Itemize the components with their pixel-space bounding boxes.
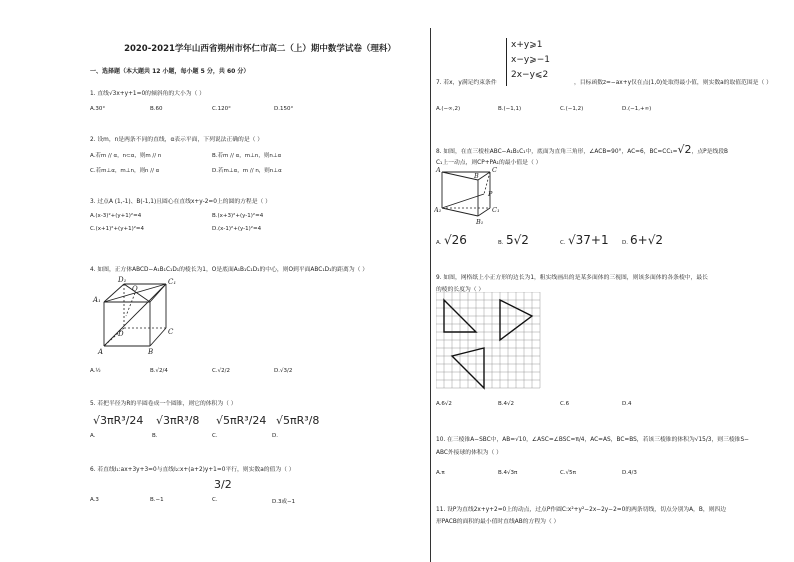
prism-label-b: B xyxy=(474,172,479,180)
cube-label-b: B xyxy=(148,348,154,356)
q7-option-b: B.(−1,1) xyxy=(498,106,522,112)
q5-option-d-expr: √5πR³/8 xyxy=(276,414,320,427)
q4-stem: 4. 如图，正方体ABCD−A₁B₁C₁D₁的棱长为1，O是底面A₁B₁C₁D₁的中心，则O到平面ABC₁D₁的距离为（ ） xyxy=(90,267,369,273)
cube-figure xyxy=(88,272,188,358)
q10-stem-line1: 10. 在三棱锥A−SBC中，AB=√10，∠ASC=∠BSC=π/4，AC=AS，BC=BS，若该三棱锥的体积为√15/3，则三棱锥S− xyxy=(436,437,750,443)
prism-label-c1: C₁ xyxy=(492,206,500,214)
q4-option-d: D.√3/2 xyxy=(274,368,293,374)
q8-option-a-expr: √26 xyxy=(444,233,467,247)
q2-option-a: A.若m // α，n⊂α，则m // n xyxy=(90,153,162,159)
q7-stem-rest: ，目标函数z=−ax+y仅在点(1,0)处取得最小值，则实数a的取值范围是（ ） xyxy=(574,80,772,86)
section-heading: 一、选择题（本大题共 12 小题，每小题 5 分，共 60 分） xyxy=(90,68,250,75)
q10-option-b: B.4√3π xyxy=(498,470,518,476)
q5-option-a: A. xyxy=(90,433,96,439)
q9-stem-line2: 的棱的长度为（ ） xyxy=(436,287,485,293)
cube-label-o: O xyxy=(132,285,138,293)
q9-option-a: A.6√2 xyxy=(436,401,452,407)
q2-option-d: D.若m⊥α，m // n，则n⊥α xyxy=(212,168,282,174)
q8-option-d: D. xyxy=(622,240,628,246)
q1-stem: 1. 直线√3x+y+1=0的倾斜角的大小为（ ） xyxy=(90,91,205,97)
q3-stem: 3. 过点A (1,-1)、B(-1,1)且圆心在直线x+y-2=0上的圆的方程是（ ） xyxy=(90,199,271,205)
q8-option-c: C. xyxy=(560,240,566,246)
q6-option-d: D.3或−1 xyxy=(272,499,296,505)
q1-option-d: D.150° xyxy=(274,106,294,112)
q8-option-c-expr: √37+1 xyxy=(568,233,609,247)
q8-option-b: B. xyxy=(498,240,504,246)
cube-label-c1: C₁ xyxy=(168,278,177,286)
q9-option-c: C.6 xyxy=(560,401,570,407)
prism-label-c: C xyxy=(492,166,497,174)
cube-label-a: A xyxy=(98,348,104,356)
q2-option-b: B.若m // α，m⊥n，则n⊥α xyxy=(212,153,282,159)
constraint-1: x+y⩾1 xyxy=(511,40,543,50)
q4-option-c: C.√2/2 xyxy=(212,368,230,374)
cube-label-a1: A₁ xyxy=(93,296,101,304)
q7-option-a: A.(−∞,2) xyxy=(436,106,461,112)
q10-option-c: C.√5π xyxy=(560,470,576,476)
q11-stem-line2: 形PACB的面积的最小值时直线AB的方程为（ ） xyxy=(436,519,560,525)
q5-stem: 5. 若把半径为R的半圆卷成一个圆锥，则它的体积为（ ） xyxy=(90,401,237,407)
q11-stem-line1: 11. 设P为直线2x+y+2=0上的动点，过点P作圆C:x²+y²−2x−2y−2=0的两条切线，切点分别为A，B，则四边 xyxy=(436,507,727,513)
q5-option-c-expr: √5πR³/24 xyxy=(216,414,267,427)
q6-option-c-fraction: 3/2 xyxy=(214,478,232,491)
q8-option-a: A. xyxy=(436,240,442,246)
prism-label-b1: B₁ xyxy=(476,218,484,226)
q5-option-a-expr: √3πR³/24 xyxy=(93,414,144,427)
q8-option-b-expr: 5√2 xyxy=(506,233,529,247)
q5-option-b-expr: √3πR³/8 xyxy=(156,414,200,427)
exam-title: 2020-2021学年山西省朔州市怀仁市高二（上）期中数学试卷（理科） xyxy=(124,44,396,54)
constraint-system xyxy=(506,38,573,86)
q1-option-c: C.120° xyxy=(212,106,231,112)
q5-option-d: D. xyxy=(272,433,278,439)
q8-stem-line2: C₁上一动点，则CP+PA₁的最小值是（ ） xyxy=(436,160,542,166)
prism-figure xyxy=(434,164,504,226)
three-view-grid xyxy=(436,292,548,396)
q1-option-b: B.60 xyxy=(150,106,163,112)
q9-stem-line1: 9. 如图，网格纸上小正方形的边长为1，粗实线画出的是某多面体的三视图，则该多面体的各条棱中，最长 xyxy=(436,275,708,281)
q5-option-c: C. xyxy=(212,433,218,439)
q10-option-d: D.4/3 xyxy=(622,470,637,476)
q8-stem-root: √2 xyxy=(677,143,692,156)
q7-stem-lead: 7. 若x，y满足约束条件 xyxy=(436,80,497,86)
q6-option-c-label: C. xyxy=(212,497,218,503)
cube-label-d1: D₁ xyxy=(118,276,127,284)
q9-option-b: B.4√2 xyxy=(498,401,515,407)
q1-option-a: A.30° xyxy=(90,106,106,112)
column-divider xyxy=(430,28,431,562)
constraint-3: 2x−y⩽2 xyxy=(511,70,549,80)
q6-option-a: A.3 xyxy=(90,497,99,503)
q8-stem-part2: ，点P是线段B xyxy=(691,149,729,155)
q6-stem: 6. 若直线l₁:ax+3y+3=0与直线l₂:x+(a+2)y+1=0平行，则实数a的值为（ ） xyxy=(90,467,295,473)
q7-option-d: D.(−1,+∞) xyxy=(622,106,652,112)
q2-option-c: C.若m⊥α，m⊥n，则n // α xyxy=(90,168,160,174)
prism-label-p: P xyxy=(488,190,493,198)
q8-stem-part1: 8. 如图，在直三棱柱ABC−A₁B₁C₁中，底面为直角三角形，∠ACB=90°，AC=6，BC=CC₁= xyxy=(436,149,678,155)
q8-stem-line1 xyxy=(436,143,728,156)
cube-label-d: D xyxy=(118,330,124,338)
q6-option-b: B.−1 xyxy=(150,497,164,503)
q7-option-c: C.(−1,2) xyxy=(560,106,584,112)
q3-option-d: D.(x-1)²+(y-1)²=4 xyxy=(212,226,262,232)
q9-option-d: D.4 xyxy=(622,401,632,407)
q2-stem: 2. 设m，n是两条不同的直线，α表示平面，下列说法正确的是（ ） xyxy=(90,137,264,143)
q3-option-a: A.(x-3)²+(y+1)²=4 xyxy=(90,213,142,219)
constraint-2: x−y⩾−1 xyxy=(511,55,551,65)
prism-label-a: A xyxy=(436,166,441,174)
q4-option-b: B.√2/4 xyxy=(150,368,168,374)
q10-stem-line2: ABC外接球的体积为（ ） xyxy=(436,450,502,456)
cube-label-c: C xyxy=(168,328,174,336)
prism-label-a1: A₁ xyxy=(434,206,442,214)
q10-option-a: A.π xyxy=(436,470,445,476)
q3-option-b: B.(x+3)²+(y-1)²=4 xyxy=(212,213,264,219)
q8-option-d-expr: 6+√2 xyxy=(630,233,663,247)
q5-option-b: B. xyxy=(152,433,158,439)
q4-option-a: A.½ xyxy=(90,368,101,374)
q3-option-c: C.(x+1)²+(y+1)²=4 xyxy=(90,226,145,232)
